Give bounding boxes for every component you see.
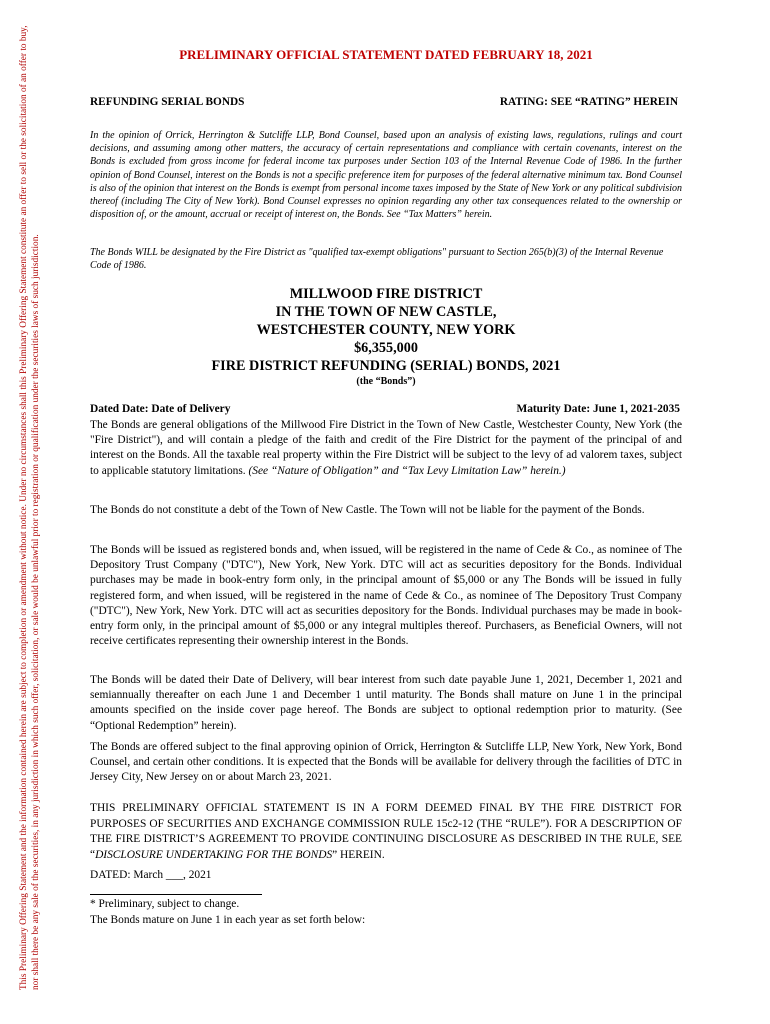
- bond-amount: $6,355,000: [354, 340, 418, 356]
- issuer-town: IN THE TOWN OF NEW CASTLE,: [275, 304, 497, 320]
- bond-type-label: REFUNDING SERIAL BONDS: [90, 96, 245, 108]
- disclosure-end: ” HEREIN.: [332, 848, 385, 861]
- bonds-definition: (the “Bonds”): [356, 376, 416, 387]
- footnote-preliminary: * Preliminary, subject to change.: [90, 898, 240, 910]
- interest-paragraph: The Bonds will be dated their Date of Delivery, will bear interest from such date payable June 1, 2021, December 1, 2021 and semiannually thereafter on each June 1 and December 1 until maturity. The Bonds shall mature on June 1 in the principal amounts specified on the inside cover page hereof. The Bonds are subject to optional redemption prior to maturity. (See “Optional Redemption” herein).: [90, 674, 682, 732]
- footnote-divider: [90, 894, 262, 895]
- disclosure-reference: DISCLOSURE UNDERTAKING FOR THE BONDS: [95, 848, 333, 861]
- designation-paragraph: The Bonds WILL be designated by the Fire District as "qualified tax-exempt obligations" pursuant to Section 265(b)(3) of the Internal Revenue Code of 1986.: [90, 247, 664, 272]
- obligation-paragraph: [90, 418, 682, 479]
- debt-paragraph: The Bonds do not constitute a debt of the Town of New Castle. The Town will not be liable for the payment of the Bonds.: [90, 504, 645, 516]
- tax-opinion-paragraph: In the opinion of Orrick, Herrington & Sutcliffe LLP, Bond Counsel, based upon an analysis of existing laws, regulations, rulings and court decisions, and assuming among other matters, the accuracy of certain representations and compliance with certain covenants, interest on the Bonds is excluded from gross income for federal income tax purposes under Section 103 of the Internal Revenue Code of 1986. In the further opinion of Bond Counsel, interest on the Bonds is not a specific preference item for purposes of the federal alternative minimum tax. Bond Counsel is also of the opinion that interest on the Bonds is exempt from personal income taxes imposed by the State of New York or any political subdivision thereof (including The City of New York). Bond Counsel expresses no opinion regarding any other tax consequences related to the ownership or disposition of, or the amount, accrual or receipt of interest on, the Bonds. See “Tax Matters” herein.: [90, 130, 682, 221]
- preliminary-legend: This Preliminary Offering Statement and the information contained herein are subject to completion or amendment without notice. Under no circumstances shall this Preliminary Offering Statement constitute an offer to sell or the solicitation of an offer to buy, nor shall there be any sale of the securities, in any jurisdiction in which such offer, solicitation, or sale would be unlawful prior to registration or qualification under the securities laws of such jurisdiction.: [19, 25, 41, 990]
- legal-sidebar: [18, 0, 58, 990]
- maturity-date: Maturity Date: June 1, 2021-2035: [516, 403, 680, 415]
- issuer-county: WESTCHESTER COUNTY, NEW YORK: [256, 322, 516, 338]
- dated-line: DATED: March ___, 2021: [90, 869, 212, 881]
- disclosure-text: THIS PRELIMINARY OFFICIAL STATEMENT IS IN A FORM DEEMED FINAL BY THE FIRE DISTRICT FOR PURPOSES OF SECURITIES AND EXCHANGE COMMISSION RULE 15c2-12 (THE “RULE”). FOR A DESCRIPTION OF THE FIRE DISTRICT’S AGREEMENT TO PROVIDE CONTINUING DISCLOSURE AS DESCRIBED IN THE RULE, SEE “: [90, 802, 682, 861]
- document-title: PRELIMINARY OFFICIAL STATEMENT DATED FEBRUARY 18, 2021: [179, 47, 593, 62]
- obligation-text: The Bonds are general obligations of the Millwood Fire District in the Town of New Castle, Westchester County, New York (the "Fire District"), and will contain a pledge of the faith and credit of the Fire District for the payment of the principal of and interest on the Bonds. All the taxable real property within the Fire District will be subject to the levy of ad valorem taxes, subject to applicable statutory limitations.: [90, 419, 682, 477]
- footnote-maturity: The Bonds mature on June 1 in each year as set forth below:: [90, 914, 366, 926]
- bond-name: FIRE DISTRICT REFUNDING (SERIAL) BONDS, 2021: [211, 358, 561, 374]
- issuer-name: MILLWOOD FIRE DISTRICT: [289, 286, 483, 302]
- issuer-title-block: [90, 285, 682, 389]
- obligation-reference: (See “Nature of Obligation” and “Tax Levy Limitation Law” herein.): [245, 464, 566, 477]
- registration-paragraph: The Bonds will be issued as registered bonds and, when issued, will be registered in the name of Cede & Co., as nominee of The Depository Trust Company ("DTC"), New York, New York. DTC will act as securities depository for the Bonds. Individual purchases may be made in book-entry form only, in the principal amount of $5,000 or any The Bonds will be issued in fully registered form, and when issued, will be registered in the name of Cede & Co., as nominee of The Depository Trust Company ("DTC"), New York, New York. DTC will act as securities depository for the Bonds. Individual purchases may be made in book-entry form only, in the principal amount of $5,000 or any integral multiples thereof. Purchasers, as Beneficial Owners, will not receive certificates representing their ownership interest in the Bonds.: [90, 544, 682, 648]
- offering-paragraph: The Bonds are offered subject to the final approving opinion of Orrick, Herrington & Sutcliffe LLP, New York, New York, Bond Counsel, and certain other conditions. It is expected that the Bonds will be available for delivery through the facilities of DTC in Jersey City, New Jersey on or about March 23, 2021.: [90, 741, 682, 784]
- rating-label: RATING: SEE “RATING” HEREIN: [499, 96, 678, 108]
- dated-date: Dated Date: Date of Delivery: [90, 403, 231, 415]
- disclosure-paragraph: [90, 801, 682, 863]
